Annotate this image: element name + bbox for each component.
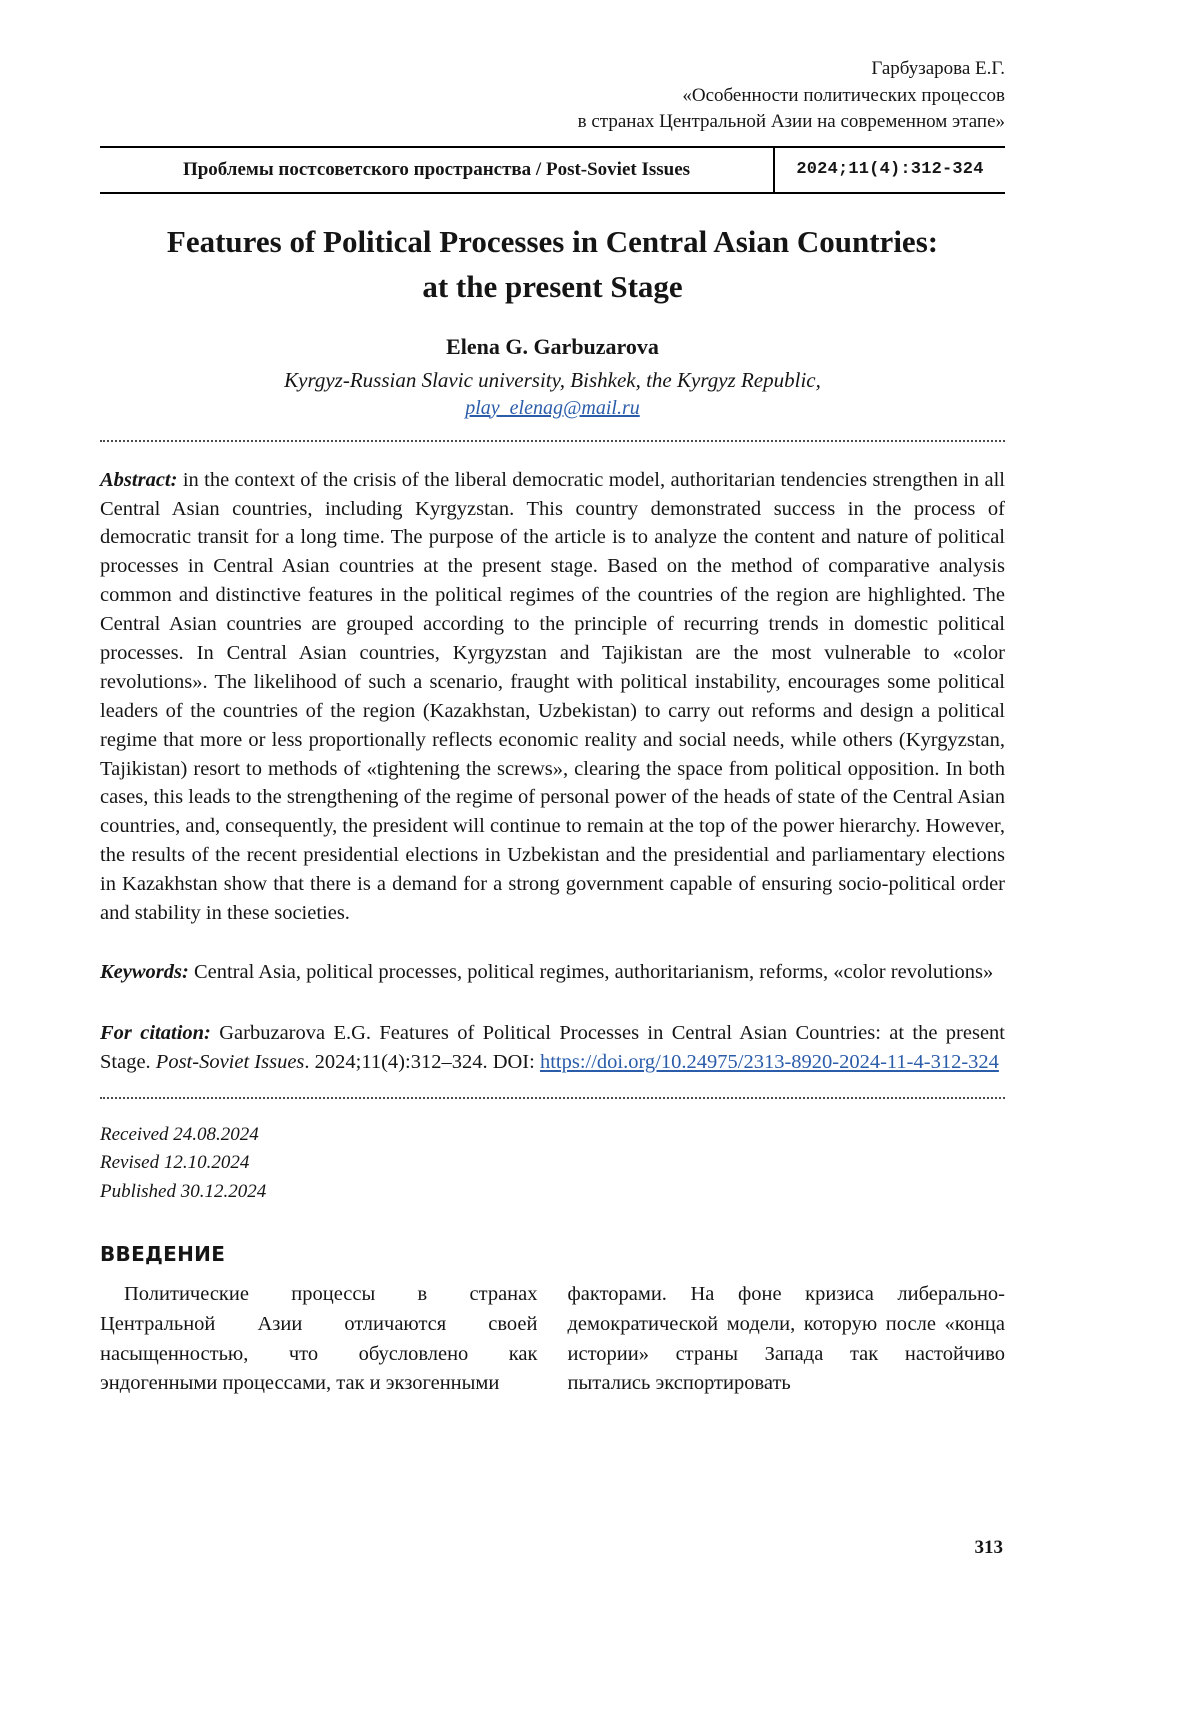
journal-name: Проблемы постсоветского пространства / Post-Soviet Issues (182, 158, 691, 180)
article-title-line1: Features of Political Processes in Central Asian Countries: (166, 223, 939, 259)
author-affiliation: Kyrgyz-Russian Slavic university, Bishkek, the Kyrgyz Republic, (284, 367, 821, 392)
abstract-paragraph (100, 466, 1005, 928)
author-email-line (100, 397, 1005, 420)
citation-doi-link[interactable]: https://doi.org/10.24975/2313-8920-2024-11-4-312-324 (539, 1050, 999, 1073)
citation-text-part1: Garbuzarova E.G. Features of Political Processes in Central Asian Countries: at the present Stage. (100, 1021, 1006, 1073)
citation-text-part2: . 2024;11(4):312–324. DOI: (304, 1050, 535, 1073)
introduction-column-left: Политические процессы в странах Центральной Азии отличаются своей насыщенностью, что обусловлено как эндогенными процессами, так и экзогенными (100, 1283, 538, 1395)
author-email-link[interactable]: play_elenag@mail.ru (465, 396, 640, 419)
date-revised: Revised 12.10.2024 (100, 1152, 250, 1174)
dotted-divider-top (100, 440, 1005, 442)
article-title (100, 220, 1005, 310)
article-title-line2: at the present Stage (422, 268, 683, 304)
keywords-label: Keywords: (100, 960, 189, 983)
abstract-label: Abstract: (100, 468, 178, 491)
running-head-title-line1: «Особенности политических процессов (682, 84, 1005, 106)
section-heading-introduction: ВВЕДЕНИЕ (100, 1242, 226, 1267)
keywords-paragraph (100, 958, 1005, 987)
citation-paragraph (100, 1019, 1005, 1077)
running-head (100, 56, 1005, 136)
journal-issue-number: 2024;11(4):312-324 (773, 148, 1005, 192)
author-name: Elena G. Garbuzarova (446, 333, 659, 359)
date-received: Received 24.08.2024 (100, 1123, 259, 1145)
introduction-columns (100, 1280, 1005, 1399)
abstract-text: in the context of the crisis of the liberal democratic model, authoritarian tendencies strengthen in all Central Asian countries, including Kyrgyzstan. This country demonstrated success in the process of democratic transit for a long time. The purpose of the article is to analyze the content and nature of political processes in Central Asian countries at the present stage. Based on the method of comparative analysis common and distinctive features in the political regimes of the countries of the region are highlighted. The Central Asian countries are grouped according to the principle of recurring trends in domestic political processes. In Central Asian countries, Kyrgyzstan and Tajikistan are the most vulnerable to «color revolutions». The likelihood of such a scenario, fraught with political instability, encourages some political leaders of the countries of the region (Kazakhstan, Uzbekistan) to carry out reforms and design a political regime that more or less proportionally reflects economic reality and social needs, while others (Kyrgyzstan, Tajikistan) resort to methods of «tightening the screws», clearing the space from political opposition. In both cases, this leads to the strengthening of the regime of personal power of the heads of state of the Central Asian countries, and, consequently, the president will continue to remain at the top of the power hierarchy. However, the results of the recent presidential elections in Uzbekistan and the presidential and parliamentary elections in Kazakhstan show that there is a demand for a strong government capable of ensuring socio-political order and stability in these societies. (100, 468, 1005, 925)
running-head-author: Гарбузарова Е.Г. (871, 58, 1005, 79)
running-head-title-line2: в странах Центральной Азии на современном этапе» (577, 111, 1005, 133)
page-number: 313 (974, 1537, 1003, 1558)
keywords-text: Central Asia, political processes, political regimes, authoritarianism, reforms, «color revolutions» (193, 960, 994, 983)
date-published: Published 30.12.2024 (100, 1180, 267, 1202)
dotted-divider-bottom (100, 1097, 1005, 1099)
article-dates (100, 1121, 1005, 1207)
citation-journal-name: Post-Soviet Issues (155, 1050, 305, 1073)
journal-header-bar (100, 146, 1005, 194)
introduction-column-right: факторами. На фоне кризиса либерально-демократической модели, которую после «конца истории» страны Запада так настойчиво пытались экспортировать (567, 1283, 1005, 1395)
journal-page (100, 0, 1005, 1399)
citation-label: For citation: (100, 1021, 211, 1044)
